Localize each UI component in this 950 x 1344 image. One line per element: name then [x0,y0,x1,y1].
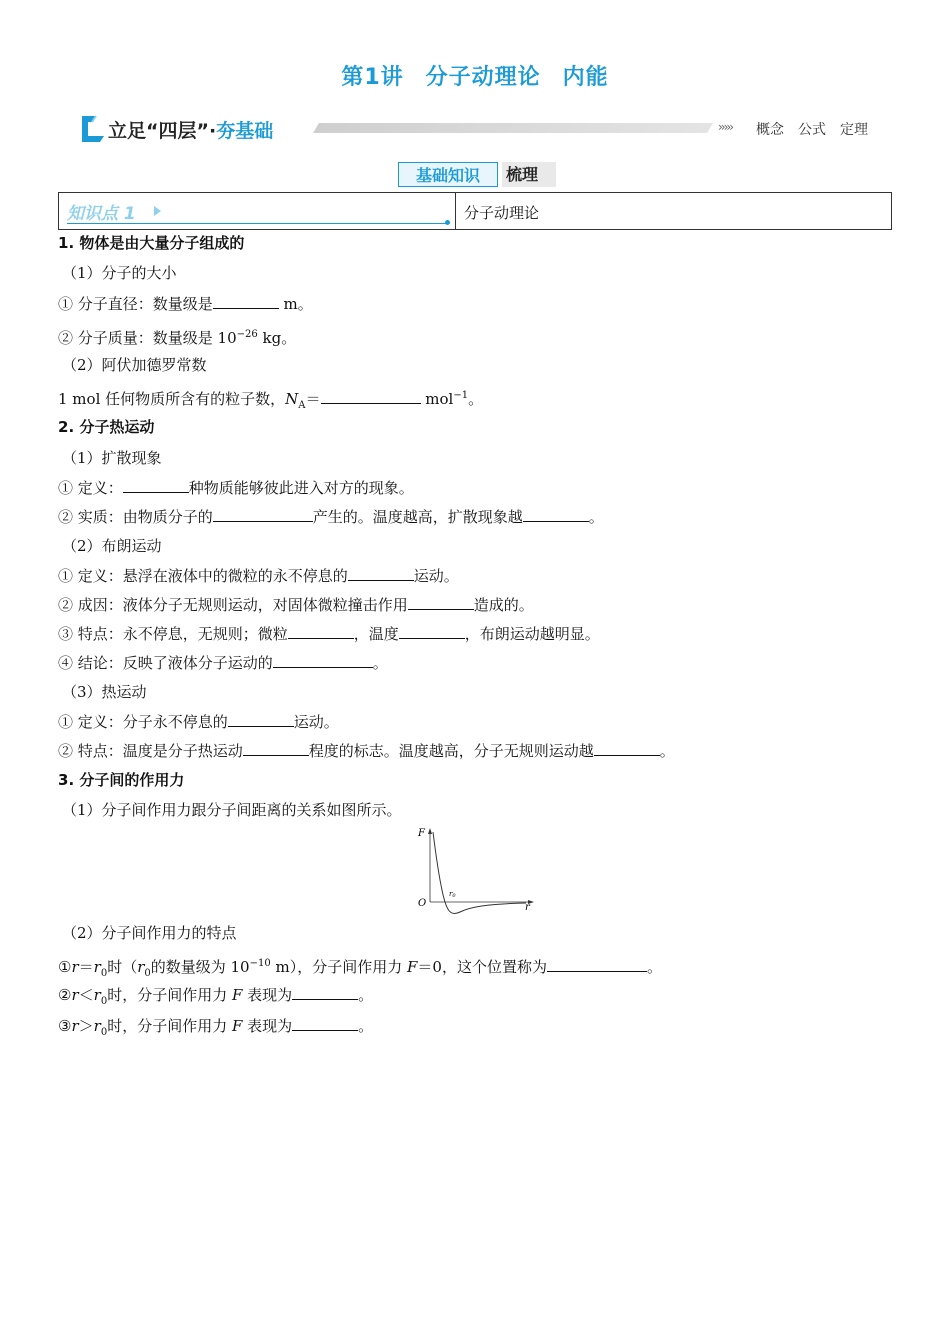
force-distance-graph [414,826,538,918]
force-curve [433,832,526,914]
dot-icon [445,220,450,225]
link-concept: 概念 [756,122,784,138]
s1-line3: 1 mol 任何物质所含有的粒子数，$N_A= mol^{-1}$。 [58,390,484,411]
section-heading-rest: 梳理 [502,162,556,187]
link-theorem: 定理 [840,122,868,138]
chevrons-icon: ››››› [718,120,732,134]
blank[interactable] [288,624,354,639]
s2-line5: ③ 特点：永不停息，无规则；微粒 ，温度 ，布朗运动越明显。 [58,625,600,643]
s3-line2: $②r<r_0$时，分子间作用力 F 表现为 。 [58,986,374,1007]
divider [67,223,447,224]
s2-line8: ② 特点：温度是分子热运动 程度的标志。温度越高，分子无规则运动越 。 [58,742,675,760]
s1-line2: ② 分子质量：数量级是 $10^{-26}$ kg。 [58,329,297,347]
s3-sub1: （1）分子间作用力跟分子间距离的关系如图所示。 [62,801,402,819]
s1-sub2: （2）阿伏加德罗常数 [62,356,207,374]
knowledge-point-cell [59,193,456,229]
blank[interactable] [523,507,589,522]
blank[interactable] [547,957,647,972]
knowledge-point-topic: 分子动理论 [464,204,540,222]
s1-heading: 1. 物体是由大量分子组成的 [58,234,245,252]
blank[interactable] [594,741,660,756]
r0-label: r0 [449,890,456,899]
section-banner [78,112,878,148]
blank[interactable] [399,624,465,639]
triangle-icon [154,206,161,216]
x-axis-label: r [525,902,530,913]
s2-line2: ② 实质：由物质分子的 产生的。温度越高，扩散现象越 。 [58,508,604,526]
y-axis-label: F [418,828,425,839]
s2-line6: ④ 结论：反映了液体分子运动的 。 [58,654,388,672]
s3-sub2: （2）分子间作用力的特点 [62,924,237,942]
s2-line4: ② 成因：液体分子无规则运动，对固体微粒撞击作用 造成的。 [58,596,534,614]
title-lecture: 第1讲 [341,65,404,90]
s1-sub1: （1）分子的大小 [62,264,177,282]
s2-heading: 2. 分子热运动 [58,418,155,436]
banner-bar [313,123,713,133]
s2-line3: ① 定义：悬浮在液体中的微粒的永不停息的 运动。 [58,567,459,585]
s2-line7: ① 定义：分子永不停息的 运动。 [58,713,339,731]
banner-links [756,119,882,139]
blank[interactable] [292,985,358,1000]
blank[interactable] [123,478,189,493]
s2-sub1: （1）扩散现象 [62,449,162,467]
origin-label: O [418,898,427,909]
s3-heading: 3. 分子间的作用力 [58,771,185,789]
blank[interactable] [243,741,309,756]
blank[interactable] [292,1016,358,1031]
blank[interactable] [408,595,474,610]
s3-line1: $①r=r_0$时（$r_0$的数量级为 $10^{-10}$ m），分子间作用力 F＝0，这个位置称为 。 [58,958,662,979]
s2-sub3: （3）热运动 [62,683,147,701]
banner-title: 立足“四层”·夯基础 [108,120,274,142]
blank[interactable] [213,507,313,522]
s2-line1: ① 定义： 种物质能够彼此进入对方的现象。 [58,479,414,497]
blank[interactable] [348,566,414,581]
section-heading-boxed: 基础知识 [398,162,498,187]
blank[interactable] [213,294,279,309]
knowledge-point-tag: 知识点 1 [67,204,136,224]
link-formula: 公式 [798,122,826,138]
page-title [0,60,950,91]
s1-line1: ① 分子直径：数量级是 m。 [58,295,313,313]
s3-line3: $③r>r_0$时，分子间作用力 F 表现为 。 [58,1017,374,1038]
blank[interactable] [321,389,421,404]
s2-sub2: （2）布朗运动 [62,537,162,555]
blank[interactable] [273,653,373,668]
title-topic: 分子动理论 [425,65,541,90]
title-subtopic: 内能 [562,65,609,90]
blank[interactable] [228,712,294,727]
y-axis-arrow [428,828,432,834]
knowledge-point-table [58,192,892,230]
